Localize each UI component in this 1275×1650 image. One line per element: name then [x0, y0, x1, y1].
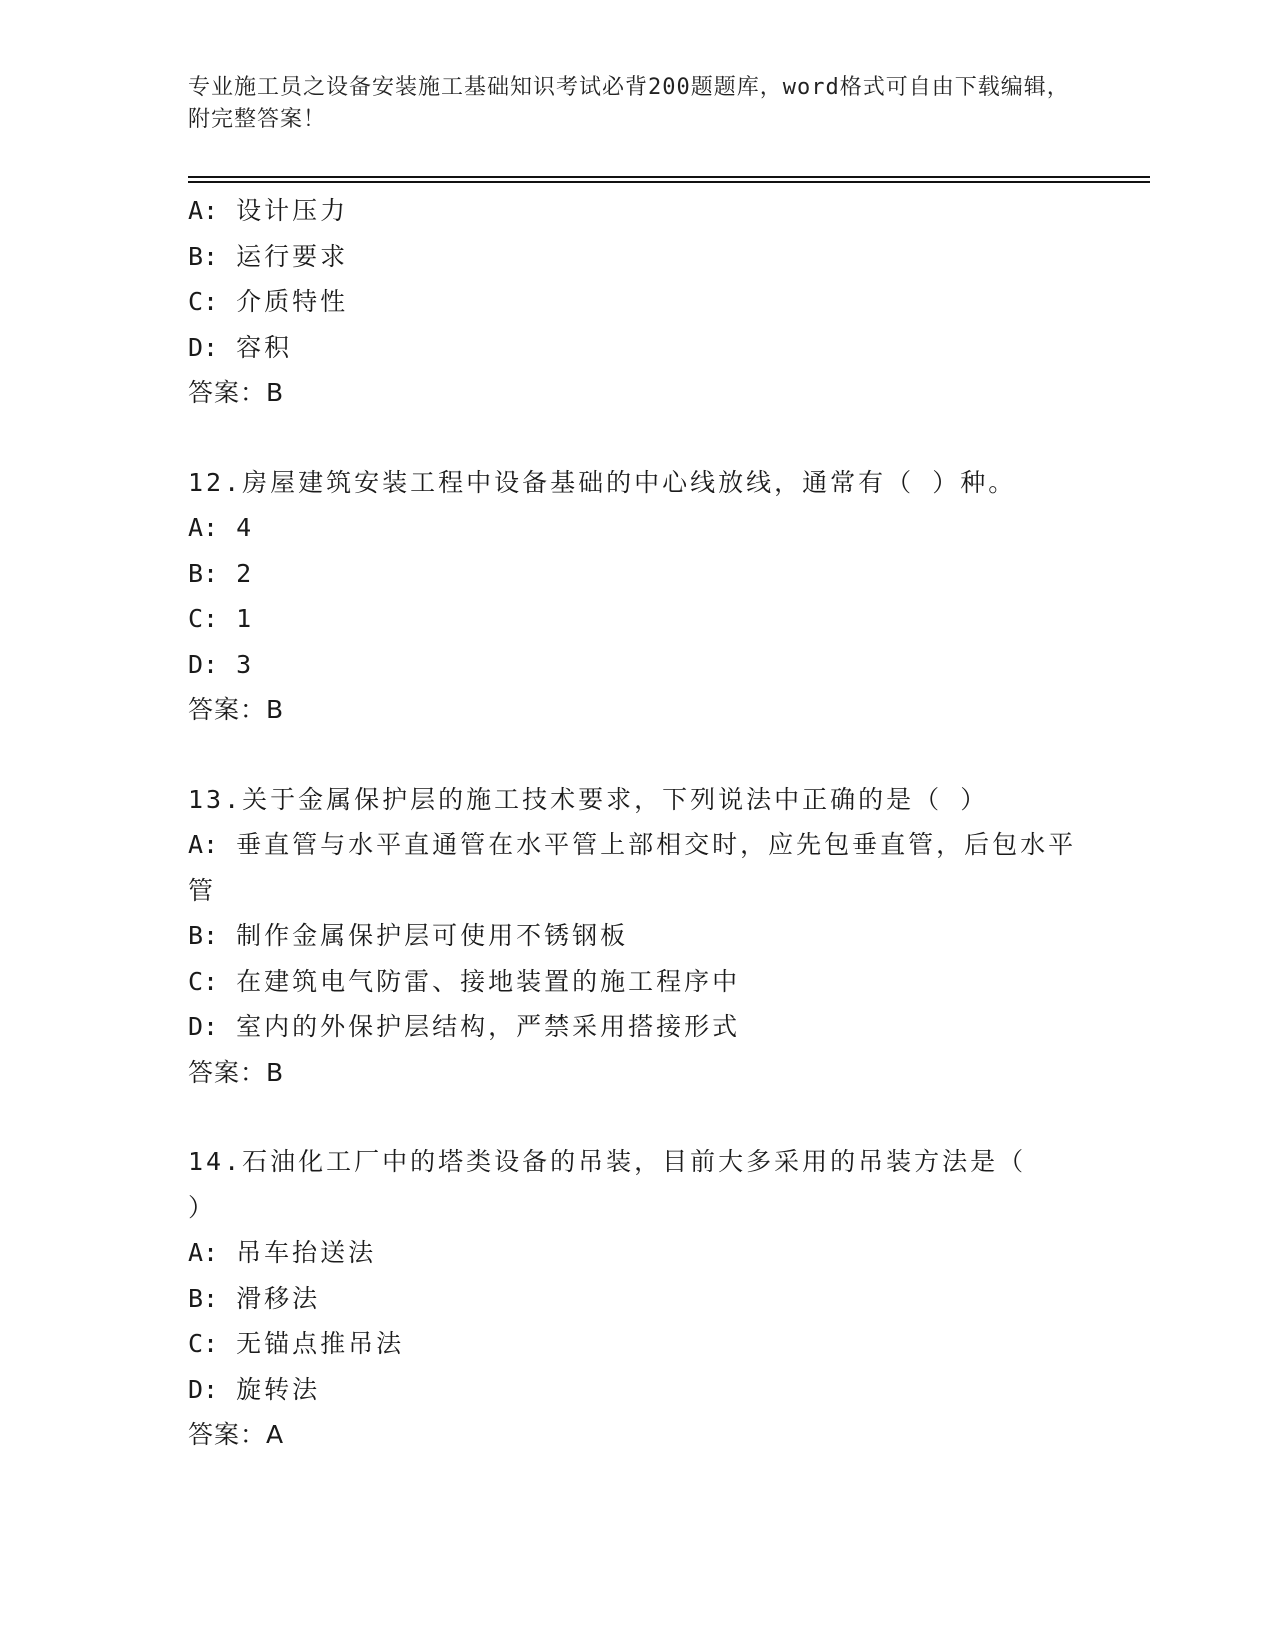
answer-line: 答案：B [188, 1057, 285, 1087]
header-rule-top [188, 176, 1150, 178]
option-b: B: 制作金属保护层可使用不锈钢板 [188, 921, 629, 950]
option-d: D: 旋转法 [188, 1374, 321, 1404]
question-stem: 12.房屋建筑安装工程中设备基础的中心线放线，通常有（ ）种。 [188, 467, 1017, 497]
question-stem: 13.关于金属保护层的施工技术要求，下列说法中正确的是（ ） [188, 784, 989, 814]
question-block-11 [188, 188, 1088, 416]
option-a: A: 4 [188, 513, 255, 542]
option-c: C: 介质特性 [188, 287, 349, 316]
header-rule-bottom [188, 181, 1150, 183]
question-stem: 14.石油化工厂中的塔类设备的吊装，目前大多采用的吊装方法是（ ） [188, 1147, 1045, 1222]
question-block-12 [188, 460, 1088, 733]
question-list [188, 188, 1088, 1458]
option-b: B: 运行要求 [188, 241, 349, 271]
option-d: D: 室内的外保护层结构，严禁采用搭接形式 [188, 1012, 741, 1041]
question-block-14 [188, 1139, 1088, 1458]
answer-line: 答案：A [188, 1420, 285, 1449]
question-block-13 [188, 777, 1088, 1096]
option-d: D: 容积 [188, 332, 293, 362]
option-b: B: 滑移法 [188, 1283, 321, 1313]
option-a: A: 吊车抬送法 [188, 1238, 377, 1267]
option-c: C: 无锚点推吊法 [188, 1329, 405, 1358]
option-c: C: 在建筑电气防雷、接地装置的施工程序中 [188, 966, 741, 996]
option-b: B: 2 [188, 558, 255, 588]
answer-line: 答案：B [188, 695, 285, 724]
option-d: D: 3 [188, 649, 255, 679]
option-a: A: 设计压力 [188, 196, 349, 225]
option-a: A: 垂直管与水平直通管在水平管上部相交时，应先包垂直管，后包水平管 [188, 830, 1077, 905]
answer-line: 答案：B [188, 378, 285, 407]
option-c: C: 1 [188, 604, 255, 633]
document-header: 专业施工员之设备安装施工基础知识考试必背200题题库，word格式可自由下载编辑，附完整答案！ [188, 75, 1070, 132]
